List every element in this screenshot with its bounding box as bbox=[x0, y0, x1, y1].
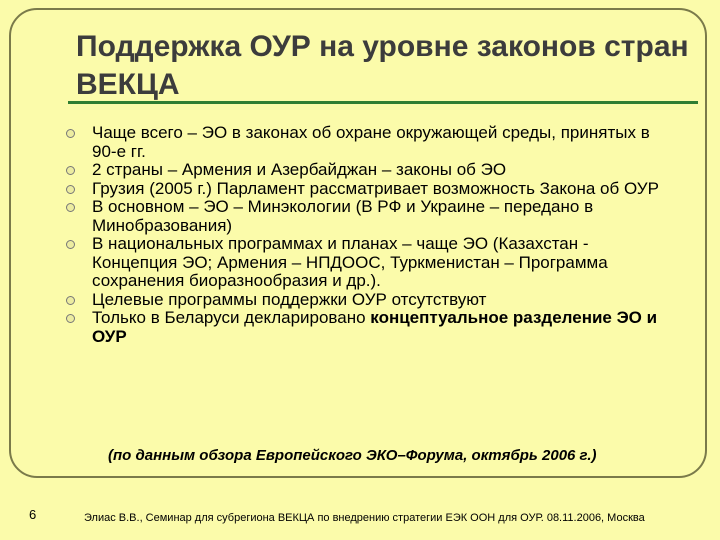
bullet-emphasis: концептуальное разделение ЭО и ОУР bbox=[92, 308, 658, 346]
bullet-item bbox=[66, 291, 666, 310]
bullet-dot-icon bbox=[66, 203, 75, 212]
slide-title: Поддержка ОУР на уровне законов стран ВЕКЦА bbox=[76, 30, 689, 101]
bullet-item bbox=[66, 161, 666, 180]
footer-text: Элиас В.В., Семинар для субрегиона ВЕКЦА по внедрению стратегии ЕЭК ООН для ОУР. 08.11.2006, Москва bbox=[84, 512, 645, 524]
bullet-item bbox=[66, 180, 666, 199]
bullet-dot-icon bbox=[66, 166, 75, 175]
bullet-dot-icon bbox=[66, 240, 75, 249]
bullet-text: Чаще всего – ЭО в законах об охране окружающей среды, принятых в 90-е гг. bbox=[92, 123, 650, 161]
bullet-dot-icon bbox=[66, 296, 75, 305]
source-note: (по данным обзора Европейского ЭКО–Форума, октябрь 2006 г.) bbox=[108, 447, 597, 464]
bullet-item bbox=[66, 309, 666, 346]
title-underline bbox=[68, 101, 698, 104]
bullet-text: Только в Беларуси декларировано bbox=[92, 308, 371, 327]
bullet-item bbox=[66, 235, 666, 291]
bullet-text: 2 страны – Армения и Азербайджан – законы об ЭО bbox=[92, 160, 507, 179]
bullet-list bbox=[66, 124, 666, 346]
page-number: 6 bbox=[29, 507, 37, 522]
bullet-text: Целевые программы поддержки ОУР отсутствуют bbox=[92, 289, 487, 309]
bullet-item bbox=[66, 198, 666, 235]
bullet-item bbox=[66, 124, 666, 161]
bullet-dot-icon bbox=[66, 314, 75, 323]
bullet-text: В национальных программах и планах – чаще ЭО (Казахстан - Концепция ЭО; Армения – НПДООС, Туркменистан – Программа сохранения биоразнообразия и др.). bbox=[92, 234, 608, 290]
bullet-dot-icon bbox=[66, 129, 75, 138]
bullet-dot-icon bbox=[66, 185, 75, 194]
bullet-text: В основном – ЭО – Минэкологии (В РФ и Украине – передано в Минобразования) bbox=[92, 197, 594, 235]
bullet-text: Грузия (2005 г.) Парламент рассматривает возможность Закона об ОУР bbox=[92, 178, 659, 198]
